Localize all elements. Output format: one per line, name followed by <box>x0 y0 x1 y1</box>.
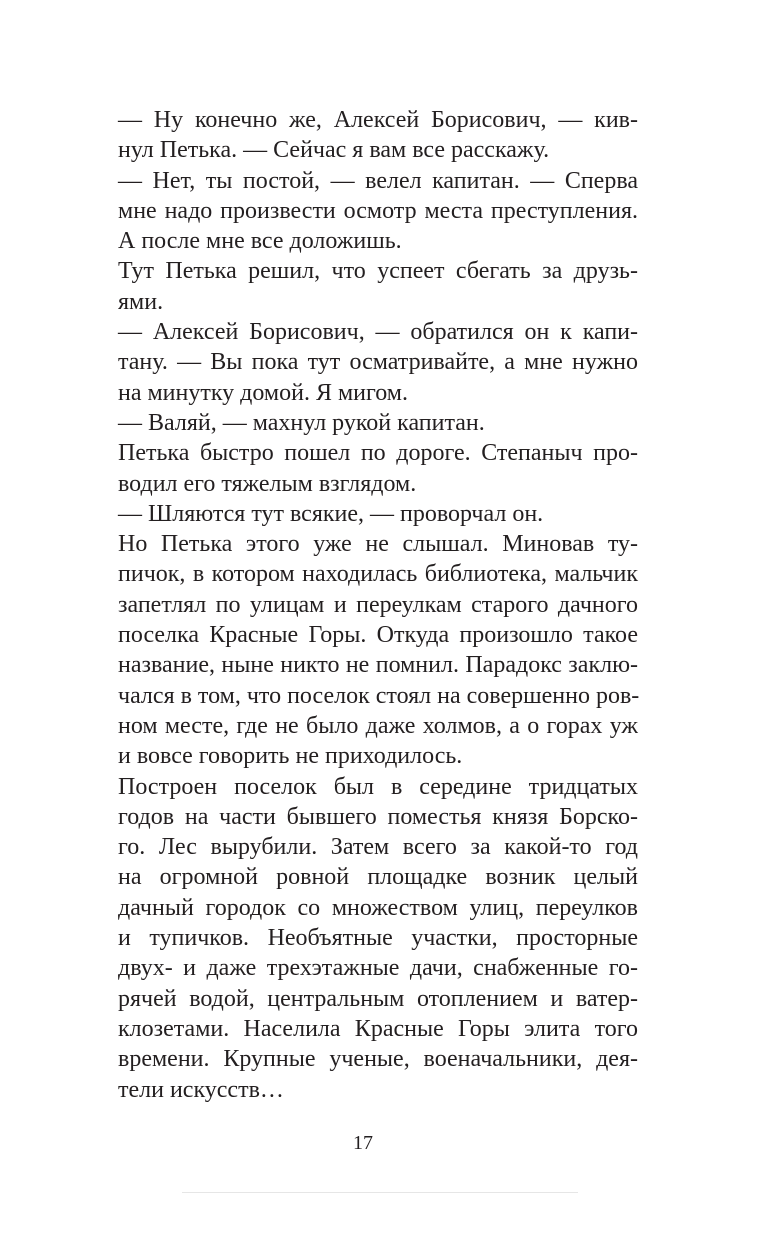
text-line: на огромной ровной площадке возник целый <box>118 864 638 891</box>
body-text <box>118 105 638 1105</box>
text-line: поселка Красные Горы. Откуда произошло такое <box>118 622 638 649</box>
text-line: запетлял по улицам и переулкам старого дачного <box>118 591 638 618</box>
text-line: А после мне все доложишь. <box>118 228 402 255</box>
text-line: — Валяй, — махнул рукой капитан. <box>118 409 485 436</box>
text-line: нул Петька. — Сейчас я вам все расскажу. <box>118 137 550 164</box>
text-line: го. Лес вырубили. Затем всего за какой-то год <box>118 834 638 861</box>
text-line: тели искусств… <box>118 1076 284 1103</box>
text-line: и тупичков. Необъятные участки, просторные <box>118 925 638 952</box>
page-number: 17 <box>353 1132 373 1154</box>
text-line: рячей водой, центральным отоплением и ватер- <box>118 985 638 1012</box>
text-line: Построен поселок был в середине тридцатых <box>118 773 638 800</box>
footer-divider <box>182 1192 578 1193</box>
text-line: водил его тяжелым взглядом. <box>118 470 417 497</box>
text-line: пичок, в котором находилась библиотека, мальчик <box>118 561 638 588</box>
text-line: на минутку домой. Я мигом. <box>118 379 408 406</box>
text-line: название, ныне никто не помнил. Парадокс заклю- <box>118 652 638 679</box>
text-line: дачный городок со множеством улиц, переулков <box>118 894 638 921</box>
text-line: и вовсе говорить не приходилось. <box>118 743 463 770</box>
text-line: клозетами. Населила Красные Горы элита того <box>118 1015 638 1042</box>
text-line: годов на части бывшего поместья князя Борско- <box>118 803 638 830</box>
text-line: — Шляются тут всякие, — проворчал он. <box>118 500 544 527</box>
text-line: тану. — Вы пока тут осматривайте, а мне нужно <box>118 349 638 376</box>
text-line: двух- и даже трехэтажные дачи, снабженные го- <box>118 955 638 982</box>
text-line: Тут Петька решил, что успеет сбегать за друзь- <box>118 258 638 285</box>
text-line: чался в том, что поселок стоял на совершенно ров- <box>118 682 640 709</box>
text-line: ном месте, где не было даже холмов, а о горах уж <box>118 712 638 739</box>
text-line: ями. <box>118 288 164 315</box>
text-line: — Алексей Борисович, — обратился он к капи- <box>118 319 638 346</box>
text-line: — Нет, ты постой, — велел капитан. — Сперва <box>118 167 638 194</box>
text-line: — Ну конечно же, Алексей Борисович, — кив- <box>118 107 638 133</box>
text-line: Но Петька этого уже не слышал. Миновав ту- <box>118 531 638 558</box>
text-line: времени. Крупные ученые, военачальники, дея- <box>118 1046 638 1073</box>
text-line: мне надо произвести осмотр места преступления. <box>118 197 638 224</box>
text-line: Петька быстро пошел по дороге. Степаныч про- <box>118 440 638 467</box>
